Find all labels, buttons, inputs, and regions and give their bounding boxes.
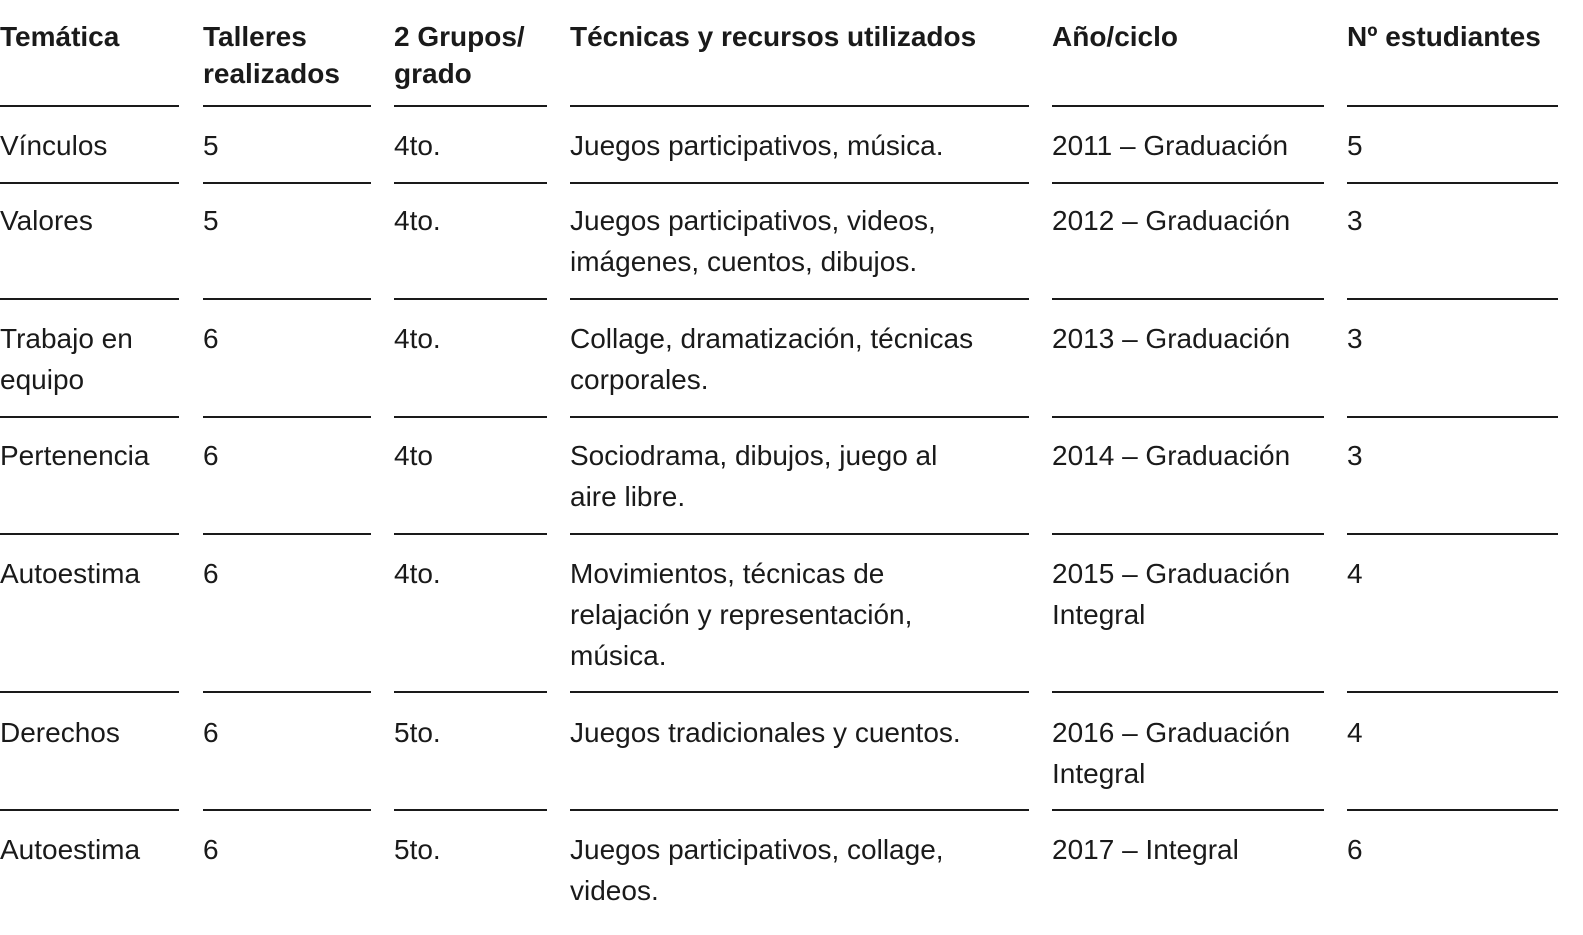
row-divider [1052,182,1324,184]
cell-talleres: 5 [203,130,219,161]
cell-estudiantes: 4 [1347,558,1363,589]
cell-talleres: 6 [203,323,219,354]
cell-tematica: Vínculos [0,130,108,161]
cell-grado: 5to. [394,717,441,748]
row-divider [1347,416,1558,418]
cell-grado: 5to. [394,834,441,865]
row-divider [203,533,371,535]
cell-tematica: Pertenencia [0,440,150,471]
row-divider [570,298,1029,300]
row-divider [203,182,371,184]
cell-tecnicas: Juegos participativos, música. [570,130,944,161]
cell-grado: 4to [394,440,433,471]
cell-tecnicas: Collage, dramatización, técnicas corporales. [570,323,974,395]
cell-grado: 4to. [394,130,441,161]
header-tecnicas: Técnicas y recursos utilizados [570,21,977,52]
cell-estudiantes: 6 [1347,834,1363,865]
header-divider [203,105,371,107]
row-divider [0,533,179,535]
row-divider [0,298,179,300]
header-tematica: Temática [0,21,120,52]
cell-tematica: Trabajo en equipo [0,323,133,395]
row-divider [1347,691,1558,693]
row-divider [1347,809,1558,811]
cell-tematica: Valores [0,205,93,236]
row-divider [203,298,371,300]
row-divider [570,691,1029,693]
row-divider [394,809,547,811]
cell-ciclo: 2017 – Integral [1052,834,1239,865]
row-divider [1347,298,1558,300]
row-divider [394,182,547,184]
cell-ciclo: 2016 – Graduación Integral [1052,717,1291,789]
cell-estudiantes: 3 [1347,323,1363,354]
row-divider [0,416,179,418]
header-estudiantes: Nº estudiantes [1347,21,1541,52]
cell-grado: 4to. [394,205,441,236]
row-divider [0,182,179,184]
cell-talleres: 6 [203,834,219,865]
cell-grado: 4to. [394,558,441,589]
row-divider [203,691,371,693]
cell-grado: 4to. [394,323,441,354]
header-divider [394,105,547,107]
row-divider [570,809,1029,811]
cell-ciclo: 2014 – Graduación [1052,440,1291,471]
row-divider [0,809,179,811]
cell-tematica: Autoestima [0,558,141,589]
cell-estudiantes: 5 [1347,130,1363,161]
cell-ciclo: 2012 – Graduación [1052,205,1291,236]
header-ano-ciclo: Año/ciclo [1052,21,1179,52]
row-divider [1052,691,1324,693]
cell-tematica: Derechos [0,717,120,748]
cell-tecnicas: Juegos tradicionales y cuentos. [570,717,961,748]
row-divider [0,691,179,693]
row-divider [1052,298,1324,300]
header-divider [1347,105,1558,107]
cell-talleres: 6 [203,440,219,471]
cell-talleres: 5 [203,205,219,236]
row-divider [570,416,1029,418]
row-divider [394,416,547,418]
cell-tecnicas: Juegos participativos, videos, imágenes, cuentos, dibujos. [570,205,936,277]
header-divider [570,105,1029,107]
header-talleres: Talleres realizados [203,21,340,89]
header-divider [1052,105,1324,107]
cell-tecnicas: Movimientos, técnicas de relajación y representación, música. [570,558,913,671]
row-divider [1347,533,1558,535]
row-divider [203,416,371,418]
cell-tecnicas: Sociodrama, dibujos, juego al aire libre. [570,440,938,512]
cell-estudiantes: 3 [1347,440,1363,471]
row-divider [1347,182,1558,184]
cell-tecnicas: Juegos participativos, collage, videos. [570,834,944,906]
row-divider [1052,416,1324,418]
cell-estudiantes: 3 [1347,205,1363,236]
row-divider [394,691,547,693]
row-divider [203,809,371,811]
cell-ciclo: 2015 – Graduación Integral [1052,558,1291,630]
header-divider [0,105,179,107]
cell-estudiantes: 4 [1347,717,1363,748]
row-divider [570,182,1029,184]
cell-talleres: 6 [203,717,219,748]
cell-tematica: Autoestima [0,834,141,865]
row-divider [394,298,547,300]
header-grupos-grado: 2 Grupos/ grado [394,21,525,89]
cell-ciclo: 2013 – Graduación [1052,323,1291,354]
row-divider [394,533,547,535]
row-divider [1052,809,1324,811]
row-divider [570,533,1029,535]
row-divider [1052,533,1324,535]
cell-talleres: 6 [203,558,219,589]
cell-ciclo: 2011 – Graduación [1052,130,1289,161]
